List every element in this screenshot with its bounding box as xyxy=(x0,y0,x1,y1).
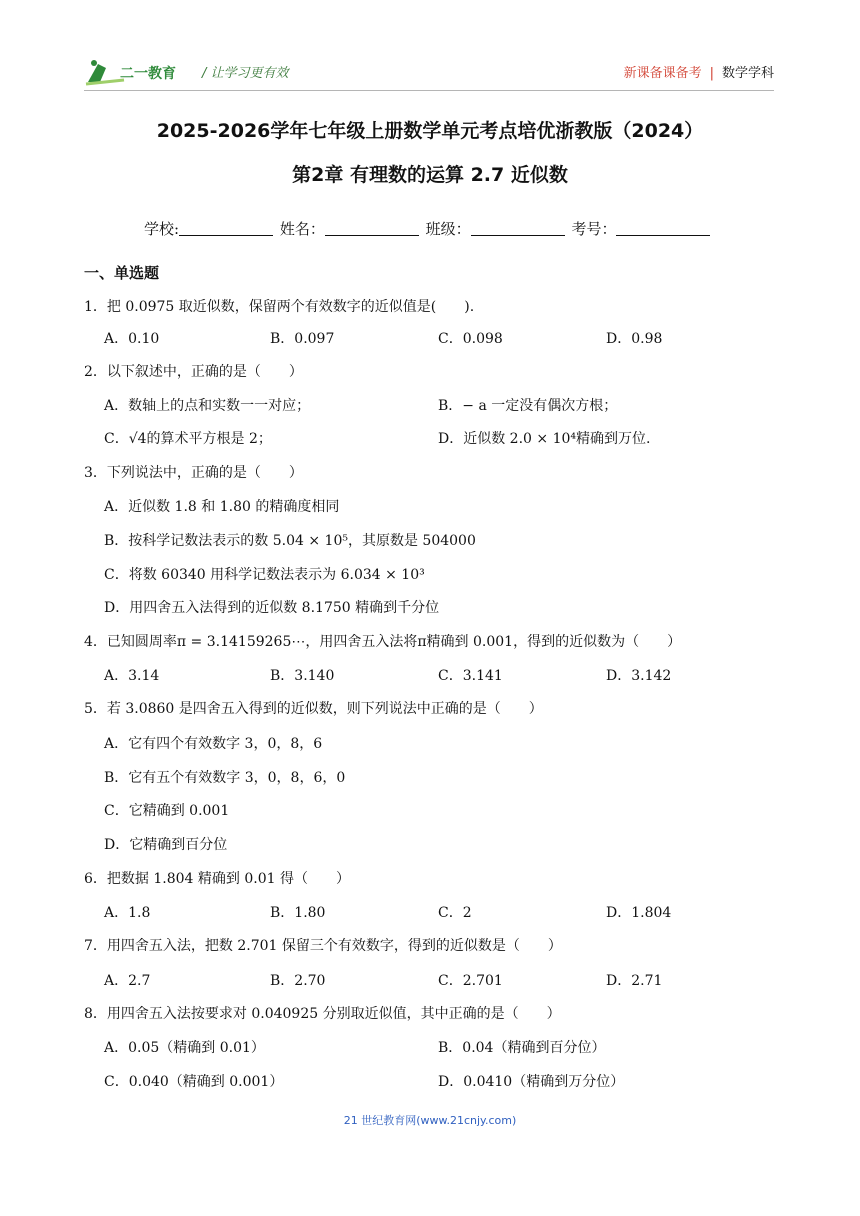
question-6: 6．把数据 1.804 精确到 0.01 得（ ） xyxy=(84,871,350,887)
q8-option-b: B．0.04（精确到百分位） xyxy=(438,1040,606,1056)
q3-option-a: A．近似数 1.8 和 1.80 的精确度相同 xyxy=(104,499,340,515)
chapter-title: 第2章 有理数的运算 2.7 近似数 xyxy=(292,164,568,186)
class-blank[interactable] xyxy=(471,221,565,236)
header-course-label: 新课备课备考 xyxy=(623,66,702,81)
q8-option-c: C．0.040（精确到 0.001） xyxy=(104,1074,284,1090)
q6-option-b: B．1.80 xyxy=(270,905,326,921)
q1-option-a: A．0.10 xyxy=(104,331,160,347)
logo-text: 二一教育 xyxy=(120,66,176,82)
q2-option-c: C．√4的算术平方根是 2； xyxy=(104,431,272,447)
q3-option-b: B．按科学记数法表示的数 5.04 × 10⁵，其原数是 504000 xyxy=(104,533,476,549)
question-1: 1．把 0.0975 取近似数，保留两个有效数字的近似值是( ). xyxy=(84,299,475,315)
q4-option-b: B．3.140 xyxy=(270,668,335,684)
school-label: 学校: xyxy=(144,220,180,238)
q2-option-a: A．数轴上的点和实数一一对应； xyxy=(104,398,311,414)
q2-option-b: B．− a 一定没有偶次方根； xyxy=(438,398,618,414)
q7-option-c: C．2.701 xyxy=(438,973,503,989)
number-label: 考号： xyxy=(571,220,617,238)
q6-option-c: C．2 xyxy=(438,905,472,921)
q1-option-c: C．0.098 xyxy=(438,331,503,347)
q8-option-d: D．0.0410（精确到万分位） xyxy=(438,1074,625,1090)
q6-option-d: D．1.804 xyxy=(606,905,672,921)
footer-link[interactable]: 21 世纪教育网(www.21cnjy.com) xyxy=(343,1114,517,1127)
name-blank[interactable] xyxy=(325,221,419,236)
section-title: 一、单选题 xyxy=(84,264,160,282)
q5-option-d: D．它精确到百分位 xyxy=(104,837,228,853)
q1-option-b: B．0.097 xyxy=(270,331,335,347)
question-5: 5．若 3.0860 是四舍五入得到的近似数，则下列说法中正确的是（ ） xyxy=(84,701,543,717)
q6-option-a: A．1.8 xyxy=(104,905,151,921)
header-subject: 数学学科 xyxy=(721,66,774,81)
question-7: 7．用四舍五入法，把数 2.701 保留三个有效数字，得到的近似数是（ ） xyxy=(84,938,562,954)
q4-option-d: D．3.142 xyxy=(606,668,672,684)
question-3: 3．下列说法中，正确的是（ ） xyxy=(84,465,303,481)
question-2: 2．以下叙述中，正确的是（ ） xyxy=(84,364,303,380)
q5-option-b: B．它有五个有效数字 3，0，8，6，0 xyxy=(104,770,346,786)
number-blank[interactable] xyxy=(616,221,710,236)
q8-option-a: A．0.05（精确到 0.01） xyxy=(104,1040,265,1056)
student-info-fields xyxy=(144,218,712,239)
q4-option-a: A．3.14 xyxy=(104,668,160,684)
q3-option-c: C．将数 60340 用科学记数法表示为 6.034 × 10³ xyxy=(104,567,425,583)
q7-option-a: A．2.7 xyxy=(104,973,151,989)
logo-icon xyxy=(84,56,192,88)
q3-option-d: D．用四舍五入法得到的近似数 8.1750 精确到千分位 xyxy=(104,600,440,616)
school-blank[interactable] xyxy=(179,221,273,236)
slogan: / 让学习更有效 xyxy=(202,66,289,81)
question-4: 4．已知圆周率π = 3.14159265⋯，用四舍五入法将π精确到 0.001，得到的近似数为（ ） xyxy=(84,634,682,650)
class-label: 班级： xyxy=(425,220,471,238)
header-separator: | xyxy=(709,66,714,81)
page-header xyxy=(84,56,774,90)
q7-option-d: D．2.71 xyxy=(606,973,663,989)
q2-option-d: D．近似数 2.0 × 10⁴精确到万位. xyxy=(438,431,651,447)
question-8: 8．用四舍五入法按要求对 0.040925 分别取近似值，其中正确的是（ ） xyxy=(84,1006,561,1022)
q5-option-c: C．它精确到 0.001 xyxy=(104,803,230,819)
q4-option-c: C．3.141 xyxy=(438,668,503,684)
header-divider xyxy=(84,90,774,91)
q5-option-a: A．它有四个有效数字 3，0，8，6 xyxy=(104,736,323,752)
q7-option-b: B．2.70 xyxy=(270,973,326,989)
page-title: 2025-2026学年七年级上册数学单元考点培优浙教版（2024） xyxy=(156,120,704,142)
q1-option-d: D．0.98 xyxy=(606,331,663,347)
header-right xyxy=(624,62,774,81)
name-label: 姓名： xyxy=(279,220,325,238)
